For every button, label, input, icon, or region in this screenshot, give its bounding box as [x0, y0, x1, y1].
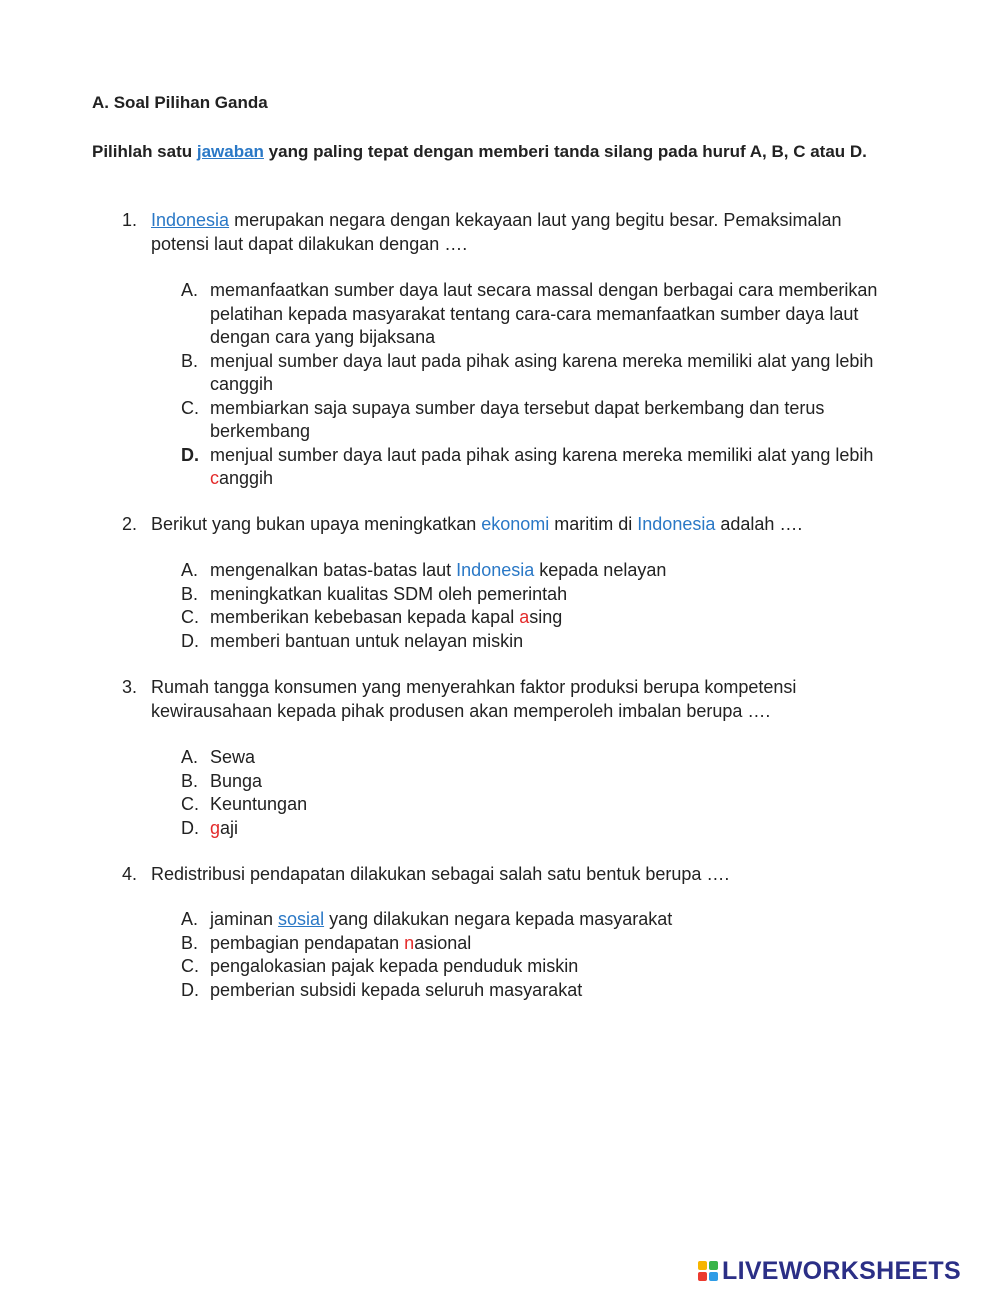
option-text: pembagian pendapatan [210, 932, 405, 953]
option-letter: B. [181, 350, 199, 371]
option-text-end: kepada nelayan [534, 560, 667, 580]
option-text-end: yang dilakukan negara kepada masyarakat [324, 909, 673, 929]
option-text-end: sing [529, 607, 563, 627]
option-text: Bunga [210, 770, 263, 791]
question-text: Rumah tangga konsumen yang menyerahkan faktor produksi berupa kompetensi kewirausahaan kepada pihak produsen akan memperoleh imbalan berupa …. [151, 677, 797, 721]
answer-mark: n [404, 932, 415, 953]
option-text: Keuntungan [210, 794, 308, 814]
instruction-text-end: yang paling tepat dengan memberi tanda silang pada huruf A, B, C atau D. [263, 142, 867, 161]
instruction-text-start: Pilihlah satu [92, 142, 197, 161]
option-text: pengalokasian pajak kepada penduduk miskin [210, 956, 579, 976]
option-text: memanfaatkan sumber daya laut secara massal dengan berbagai cara memberikan pelatihan kepada masyarakat tentang cara-cara memanfaatkan sumber daya laut dengan cara yang bijaksana [210, 280, 878, 347]
question-3 [122, 675, 902, 723]
option-letter: C. [181, 397, 199, 418]
option-c[interactable] [181, 397, 891, 444]
option-text: mengenalkan batas-batas laut [210, 560, 457, 580]
option-letter: C. [181, 794, 199, 814]
option-b[interactable] [181, 350, 891, 397]
option-b[interactable] [181, 770, 891, 794]
logo-square [698, 1272, 707, 1281]
option-letter: C. [181, 607, 199, 627]
option-text: pemberian subsidi kepada seluruh masyarakat [210, 979, 583, 1000]
instruction [92, 140, 892, 164]
question-number: 3. [122, 677, 138, 697]
logo-mark-icon [698, 1261, 718, 1281]
option-link-sosial[interactable]: sosial [278, 909, 325, 929]
question-2 [122, 512, 902, 536]
option-text-end: aji [220, 817, 239, 838]
highlight-indonesia: Indonesia [456, 560, 535, 580]
question-text-part: maritim di [549, 514, 638, 534]
option-text: meningkatkan kualitas SDM oleh pemerintah [210, 583, 568, 604]
question-1 [122, 208, 902, 256]
option-c[interactable] [181, 955, 891, 979]
option-d[interactable] [181, 444, 891, 491]
question-2-options [181, 559, 891, 653]
option-text: memberikan kebebasan kepada kapal [210, 607, 520, 627]
option-d[interactable] [181, 979, 891, 1003]
question-4 [122, 862, 902, 886]
question-text [151, 208, 902, 256]
option-c[interactable] [181, 606, 891, 630]
option-d[interactable] [181, 817, 891, 841]
option-letter: D. [181, 444, 199, 465]
question-text-part: Berikut yang bukan upaya meningkatkan [151, 514, 482, 534]
logo-text: LIVEWORKSHEETS [722, 1256, 961, 1285]
option-text: menjual sumber daya laut pada pihak asing karena mereka memiliki alat yang lebih [210, 444, 874, 465]
highlight-indonesia: Indonesia [637, 514, 716, 534]
option-text: Sewa [210, 747, 256, 767]
option-a[interactable] [181, 279, 891, 350]
logo-square [698, 1261, 707, 1270]
option-a[interactable] [181, 908, 891, 932]
instruction-link-jawaban[interactable]: jawaban [196, 142, 264, 161]
question-text-rest: merupakan negara dengan kekayaan laut yang begitu besar. Pemaksimalan potensi laut dapat dilakukan dengan …. [151, 210, 842, 254]
option-letter: A. [181, 280, 199, 300]
question-text: Redistribusi pendapatan dilakukan sebagai salah satu bentuk berupa …. [151, 864, 730, 884]
option-text-end: asional [414, 932, 472, 953]
question-number: 1. [122, 210, 138, 230]
highlight-ekonomi: ekonomi [481, 514, 550, 534]
logo-square [709, 1272, 718, 1281]
option-letter: A. [181, 560, 199, 580]
option-letter: D. [181, 979, 199, 1000]
option-letter: B. [181, 932, 199, 953]
option-d[interactable] [181, 630, 891, 654]
answer-mark: g [210, 817, 221, 838]
question-text [151, 512, 902, 536]
option-letter: D. [181, 817, 199, 838]
option-letter: C. [181, 956, 199, 976]
option-b[interactable] [181, 932, 891, 956]
answer-mark: c [210, 468, 219, 488]
question-number: 2. [122, 514, 138, 534]
option-text-end: anggih [219, 468, 274, 488]
question-link-indonesia[interactable]: Indonesia [151, 210, 230, 230]
option-text: memberi bantuan untuk nelayan miskin [210, 630, 524, 651]
question-3-options [181, 746, 891, 840]
answer-mark: a [519, 607, 530, 627]
option-text: jaminan [210, 909, 279, 929]
option-letter: A. [181, 909, 199, 929]
question-text-part: adalah …. [715, 514, 803, 534]
option-a[interactable] [181, 746, 891, 770]
option-letter: B. [181, 770, 199, 791]
liveworksheets-logo[interactable] [698, 1257, 961, 1285]
question-1-options [181, 279, 891, 491]
option-a[interactable] [181, 559, 891, 583]
option-letter: A. [181, 747, 199, 767]
question-number: 4. [122, 864, 138, 884]
option-letter: D. [181, 630, 199, 651]
option-b[interactable] [181, 583, 891, 607]
option-letter: B. [181, 583, 199, 604]
question-4-options [181, 908, 891, 1002]
option-c[interactable] [181, 793, 891, 817]
option-text: membiarkan saja supaya sumber daya tersebut dapat berkembang dan terus berkembang [210, 397, 825, 441]
option-text: menjual sumber daya laut pada pihak asing karena mereka memiliki alat yang lebih canggih [210, 350, 874, 394]
logo-square [709, 1261, 718, 1270]
section-title: A. Soal Pilihan Ganda [92, 93, 268, 112]
